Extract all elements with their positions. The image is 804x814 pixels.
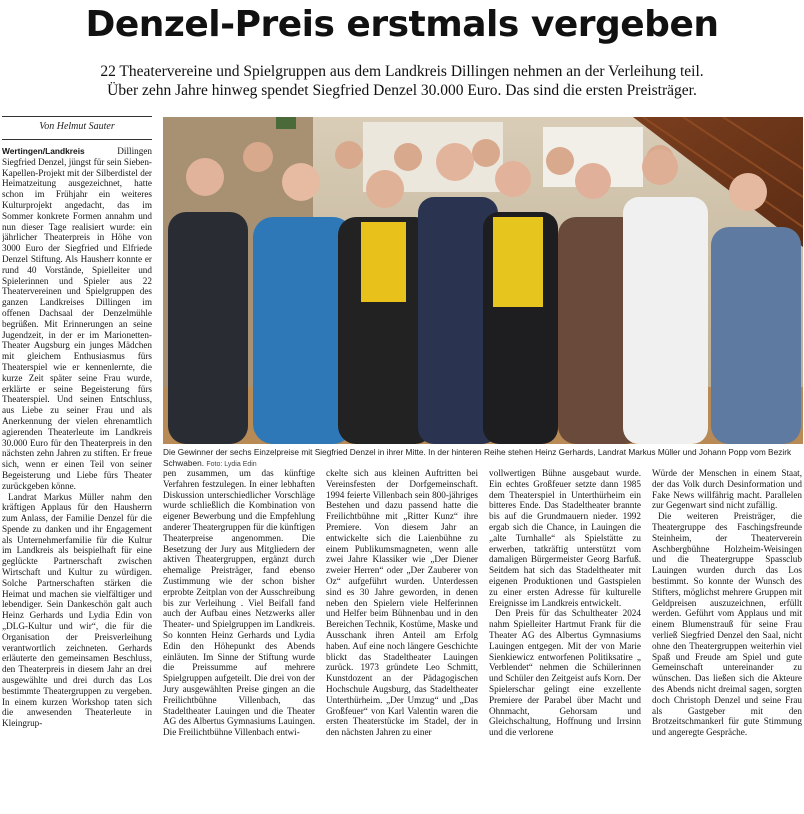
article-paragraph: Die weiteren Preisträger, die Theatergruppe des Faschingsfreunde Steinheim, der Theaterverein Aschbergbühne Holzheim-Weisingen und die Theatergruppe Spassclub Lauingen wurden durch das Los bestimmt. So konnte der Wunsch des Stifters, möglichst mehrere Gruppen mit Geldpreisen auszuzeichnen, erfüllt werden. Geführt vom Applaus und mit einem Blumenstrauß für seine Frau verließ Siegfried Denzel den Saal, nicht ohne den Theatergruppen weiterhin viel Spaß und Freude am Spiel und gute Gemeinschaft untereinander zu wünschen. Das ließen sich die Akteure des Abends nicht dreimal sagen, sorgten doch Christoph Denzel und seine Frau als Gastgeber mit den Brotzeitschmankerl für gute Stimmung und angeregte Gespräche. (652, 511, 802, 738)
article-column-1 (2, 146, 152, 813)
photo-credit: Foto: Lydia Edin (206, 460, 257, 468)
article-paragraph: Würde der Menschen in einem Staat, der das Volk durch Desinformation und Fake News willfährig macht. Parallelen zur Gegenwart sind nicht zufällig. (652, 468, 802, 511)
article-paragraph: ckelte sich aus kleinen Auftritten bei Vereinsfesten der Dorfgemeinschaft. 1994 feierte Villenbach sein 800-jähriges Bestehen und dazu passend hatte die Freilichtbühne mit „Ritter Kunz“ ihre Premiere. Von diesem Jahr an entwickelte sich die Laienbühne zu einem Publikumsmagneten, wenn alle zwei Jahre Klassiker wie „Der Diener zweier Herren“ oder „Der Zauberer von Oz“ aufgeführt wurden. Unterdessen sind es 30 Jahre geworden, in denen neben den Spielern viele Helferinnen und Helfer beim Bühnenbau und in den Bereichen Technik, Kostüme, Maske und Ausschank ihren Anteil am Erfolg haben. Auf eine noch längere Geschichte blickt das Stadeltheater Lauingen zurück. 1973 gründete Leo Schmitt, Kunstdozent an der Pädagogischen Hochschule Augsburg, das Stadeltheater Unterthürheim. „Der Umzug“ und „Das Großfeuer“ von Karl Valentin waren die ersten Theaterstücke im Stadel, der in den nächsten Jahren zu einer (326, 468, 478, 738)
group-photo-image (163, 117, 803, 444)
article-column-4 (489, 468, 641, 814)
byline: Von Helmut Sauter (39, 121, 115, 132)
article-paragraph: Wertingen/Landkreis Dillingen Siegfried Denzel, jüngst für sein Sieben-Kapellen-Projekt mit der Silberdistel der Heimatzeitung ausgezeichnet, hatte schon im Frühjahr ein weiteres Kulturprojekt angedacht, das im Sommer konkrete Formen annahm und nun dieser Tage realisiert wurde: ein jährlicher Theaterpreis in Höhe von 3000 Euro der Siegfried und Elfriede Denzel Stiftung. Als Hausherr konnte er rund 40 Vorstände, Spielleiter und Spielerinnen und Spieler aus 22 Theatervereinen und Spielgruppen des ganzen Landkreises Dillingen im offenen Dachsaal der Denzelmühle begrüßen. Mit Erinnerungen an seine Jugendzeit, in der er im Marionetten-Theater Augsburg ein junges Mädchen mit gleichem Enthusiasmus fürs Theaterspiel wie er kennenlernte, die kurze Zeit später seine Frau wurde, erklärte er seine Begeisterung fürs Theaterspiel. Und seinen Entschluss, aus Liebe zu seiner Frau und als Anerkennung der vielen ehrenamtlich agierenden Theaterleute im Landkreis 30.000 Euro für den Theaterpreis in den nächsten zehn Jahren zu stiften. Er freue sich, wenn er einen Teil von seiner Begeisterung und Liebe fürs Theater zurückgeben könne. (2, 146, 152, 491)
byline-rule-bottom (2, 139, 152, 140)
photo-caption (163, 447, 803, 470)
article-column-3 (326, 468, 478, 814)
article-paragraph: pen zusammen, um das künftige Verfahren festzulegen. In einer lebhaften Diskussion unterschiedlicher Vorschläge wurde schließlich die Kombination von eigener Bewerbung und die Empfehlung anderer Theatergruppen für die künftigen Theaterpreise angenommen. Die Besetzung der Jury aus Mitgliedern der aktiven Theatergruppen, ergänzt durch ehemalige Preisträger, fand ebenso Zustimmung wie der schon bisher erprobte Zeitplan von der Ausschreibung bis zur Verleihung . Viel Beifall fand auch der Aufbau eines Netzwerks aller Theater- und Spielgruppen im Landkreis. So konnten Heinz Gerhards und Lydia Edin den Höhepunkt des Abends einläuten. Im Sinne der Stiftung wurde die Preissumme auf mehrere Spielgruppen aufgeteilt. Die drei von der Jury ausgewählten Preise gingen an die Freilichtbühne Villenbach, das Stadeltheater Lauingen und die Theater AG des Albertus Gymnasiums Lauingen. Die Freilichtbühne Villenbach entwi- (163, 468, 315, 738)
article-paragraph: Landrat Markus Müller nahm den kräftigen Applaus für den Hausherrn zum Anlass, der Familie Denzel für die Spende zu danken und ihr Engagement als Unternehmerfamilie für die Kultur im Landkreis als beispielhaft für eine geglückte Partnerschaft zwischen Wirtschaft und Kultur zu würdigen. Solche Partnerschaften stärken die Heimat und machen sie vielfältiger und lebendiger. Sein Dankeschön galt auch Heinz Gerhards und Lydia Edin von „DLG-Kultur und wir“, die für die Organisation der Preisverleihung verantwortlich zeichneten. Gerhards erläuterte den gemeinsamen Beschluss, den Theaterpreis in diesem Jahr an drei ausgewählte und drei durch das Los bestimmte Theatergruppen zu vergeben. In einem kurzen Workshop taten sich die anwesenden Theaterleute in Kleingrup- (2, 491, 152, 729)
dateline: Wertingen/Landkreis (2, 146, 85, 156)
subhead-line-2: Über zehn Jahre hinweg spendet Siegfried Denzel 30.000 Euro. Das sind die ersten Preisträger. (107, 82, 697, 99)
article-column-5 (652, 468, 802, 814)
subhead-line-1: 22 Theatervereine und Spielgruppen aus dem Landkreis Dillingen nehmen an der Verleihung teil. (100, 63, 704, 80)
article-paragraph: vollwertigen Bühne ausgebaut wurde. Ein echtes Großfeuer setzte dann 1985 dem Theaterspiel in Unterthürheim ein bitteres Ende. Das Stadeltheater brannte bis auf die Grundmauern nieder. 1992 ergab sich die Chance, in Lauingen die „alte Turnhalle“ als Spielstätte zu erwerben, tatkräftig unterstützt vom damaligen Bürgermeister Georg Barfuß. Seitdem hat sich das Stadeltheater mit eigenen Produktionen und Gastspielen zu einer ersten Adresse für kulturelle Ereignisse im Landkreis entwickelt. (489, 468, 641, 608)
article-photo (163, 117, 803, 444)
caption-text: Die Gewinner der sechs Einzelpreise mit Siegfried Denzel in ihrer Mitte. In der hinteren Reihe stehen Heinz Gerhards, Landrat Markus Müller und Johann Popp vom Bezirk Schwaben. (163, 447, 792, 468)
headline: Denzel-Preis erstmals vergeben (85, 4, 719, 45)
subheadline (20, 62, 784, 100)
article-paragraph: Den Preis für das Schultheater 2024 nahm Spielleiter Hartmut Frank für die Theater AG des Albertus Gymnasiums Lauingen entgegen. Mit der von Marie Sienkiewicz entworfenen Politiksatire „ Verblendet“ nehmen die Schülerinnen und Schüler den Zeitgeist aufs Korn. Der Spielerschar gelingt eine exzellente Premiere der Parabel über Macht und Ohnmacht, Gehorsam und Gleichschaltung, Hoffnung und Irrsinn und die verlorene (489, 608, 641, 738)
article-column-2 (163, 468, 315, 814)
byline-rule-top (2, 116, 152, 117)
